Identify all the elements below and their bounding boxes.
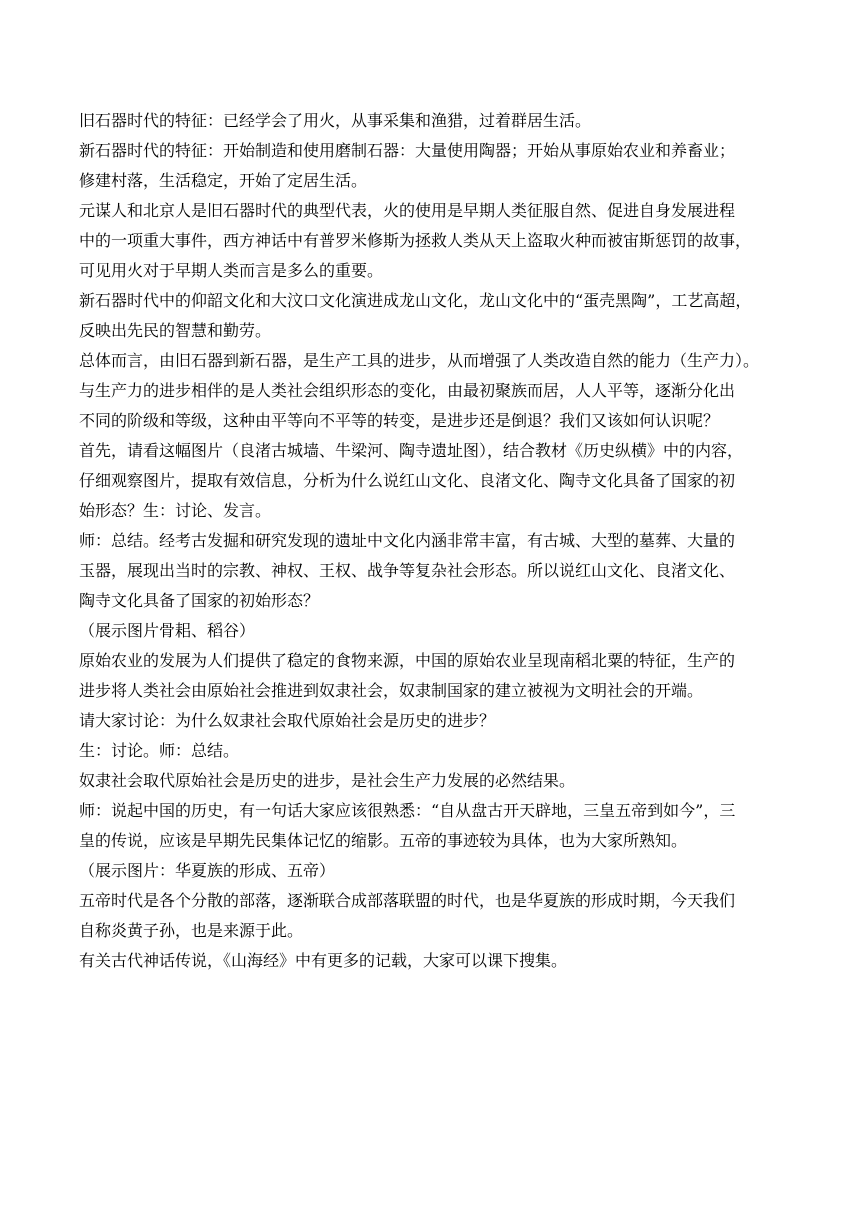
- paragraph-five-emperors: [79, 886, 795, 946]
- paragraph-neolithic-features: [79, 136, 795, 196]
- text-line: 生：讨论。师：总结。: [79, 741, 240, 760]
- text-line: 师：总结。经考古发掘和研究发现的遗址中文化内涵非常丰富，有古城、大型的墓葬、大量的: [79, 531, 736, 550]
- text-line: 中的一项重大事件，西方神话中有普罗米修斯为拯救人类从天上盗取火种而被宙斯惩罚的故事，: [79, 231, 752, 250]
- text-line: 有关古代神话传说，《山海经》中有更多的记载，大家可以课下搜集。: [79, 951, 568, 970]
- text-line: 总体而言，由旧石器到新石器，是生产工具的进步，从而增强了人类改造自然的能力（生产力）。: [79, 351, 760, 370]
- text-line: 修建村落，生活稳定，开始了定居生活。: [79, 171, 368, 190]
- text-line: 始形态？生：讨论、发言。: [79, 501, 272, 520]
- text-line: 仔细观察图片，提取有效信息，分析为什么说红山文化、良渚文化、陶寺文化具备了国家的初: [79, 471, 736, 490]
- paragraph-discussion-prompt: [79, 706, 795, 736]
- text-line: 玉器，展现出当时的宗教、神权、王权、战争等复杂社会形态。所以说红山文化、良渚文化、: [79, 561, 736, 580]
- text-line: 五帝时代是各个分散的部落，逐渐联合成部落联盟的时代，也是华夏族的形成时期，今天我们: [79, 891, 736, 910]
- text-line: （展示图片：华夏族的形成、五帝）: [79, 861, 336, 880]
- text-line: 师：说起中国的历史，有一句话大家应该很熟悉：“自从盘古开天辟地，三皇五帝到如今”，三: [79, 801, 736, 820]
- paragraph-longshan-culture: [79, 286, 795, 346]
- paragraph-show-bone-tools: [79, 616, 795, 646]
- text-line: 反映出先民的智慧和勤劳。: [79, 321, 272, 340]
- paragraph-shanhaijing: [79, 946, 795, 976]
- paragraph-site-images: [79, 436, 795, 526]
- paragraph-productivity: [79, 346, 795, 436]
- text-line: 不同的阶级和等级，这种由平等向不平等的转变，是进步还是倒退？我们又该如何认识呢？: [79, 411, 720, 430]
- paragraph-show-huaxia: [79, 856, 795, 886]
- text-line: 新石器时代的特征：开始制造和使用磨制石器：大量使用陶器；开始从事原始农业和养畜业；: [79, 141, 736, 160]
- paragraph-student-teacher: [79, 736, 795, 766]
- document-body: [79, 106, 795, 976]
- text-line: 陶寺文化具备了国家的初始形态？: [79, 591, 320, 610]
- text-line: 元谋人和北京人是旧石器时代的典型代表，火的使用是早期人类征服自然、促进自身发展进程: [79, 201, 736, 220]
- paragraph-teacher-summary: [79, 526, 795, 616]
- text-line: 新石器时代中的仰韶文化和大汶口文化演进成龙山文化，龙山文化中的“蛋壳黑陶”，工艺高超，: [79, 291, 752, 310]
- text-line: 与生产力的进步相伴的是人类社会组织形态的变化，由最初聚族而居，人人平等，逐渐分化出: [79, 381, 736, 400]
- text-line: 旧石器时代的特征：已经学会了用火，从事采集和渔猎，过着群居生活。: [79, 111, 592, 130]
- text-line: 自称炎黄子孙，也是来源于此。: [79, 921, 304, 940]
- text-line: 皇的传说，应该是早期先民集体记忆的缩影。五帝的事迹较为具体，也为大家所熟知。: [79, 831, 688, 850]
- text-line: 原始农业的发展为人们提供了稳定的食物来源，中国的原始农业呈现南稻北粟的特征，生产的: [79, 651, 736, 670]
- text-line: 奴隶社会取代原始社会是历史的进步，是社会生产力发展的必然结果。: [79, 771, 576, 790]
- paragraph-agriculture: [79, 646, 795, 706]
- paragraph-fire-use: [79, 196, 795, 286]
- text-line: 请大家讨论：为什么奴隶社会取代原始社会是历史的进步？: [79, 711, 496, 730]
- text-line: 进步将人类社会由原始社会推进到奴隶社会，奴隶制国家的建立被视为文明社会的开端。: [79, 681, 704, 700]
- paragraph-slavery-conclusion: [79, 766, 795, 796]
- paragraph-paleolithic-features: [79, 106, 795, 136]
- text-line: 首先，请看这幅图片（良渚古城墙、牛梁河、陶寺遗址图），结合教材《历史纵横》中的内容，: [79, 441, 744, 460]
- paragraph-three-sovereigns: [79, 796, 795, 856]
- text-line: 可见用火对于早期人类而言是多么的重要。: [79, 261, 384, 280]
- text-line: （展示图片骨耜、稻谷）: [79, 621, 256, 640]
